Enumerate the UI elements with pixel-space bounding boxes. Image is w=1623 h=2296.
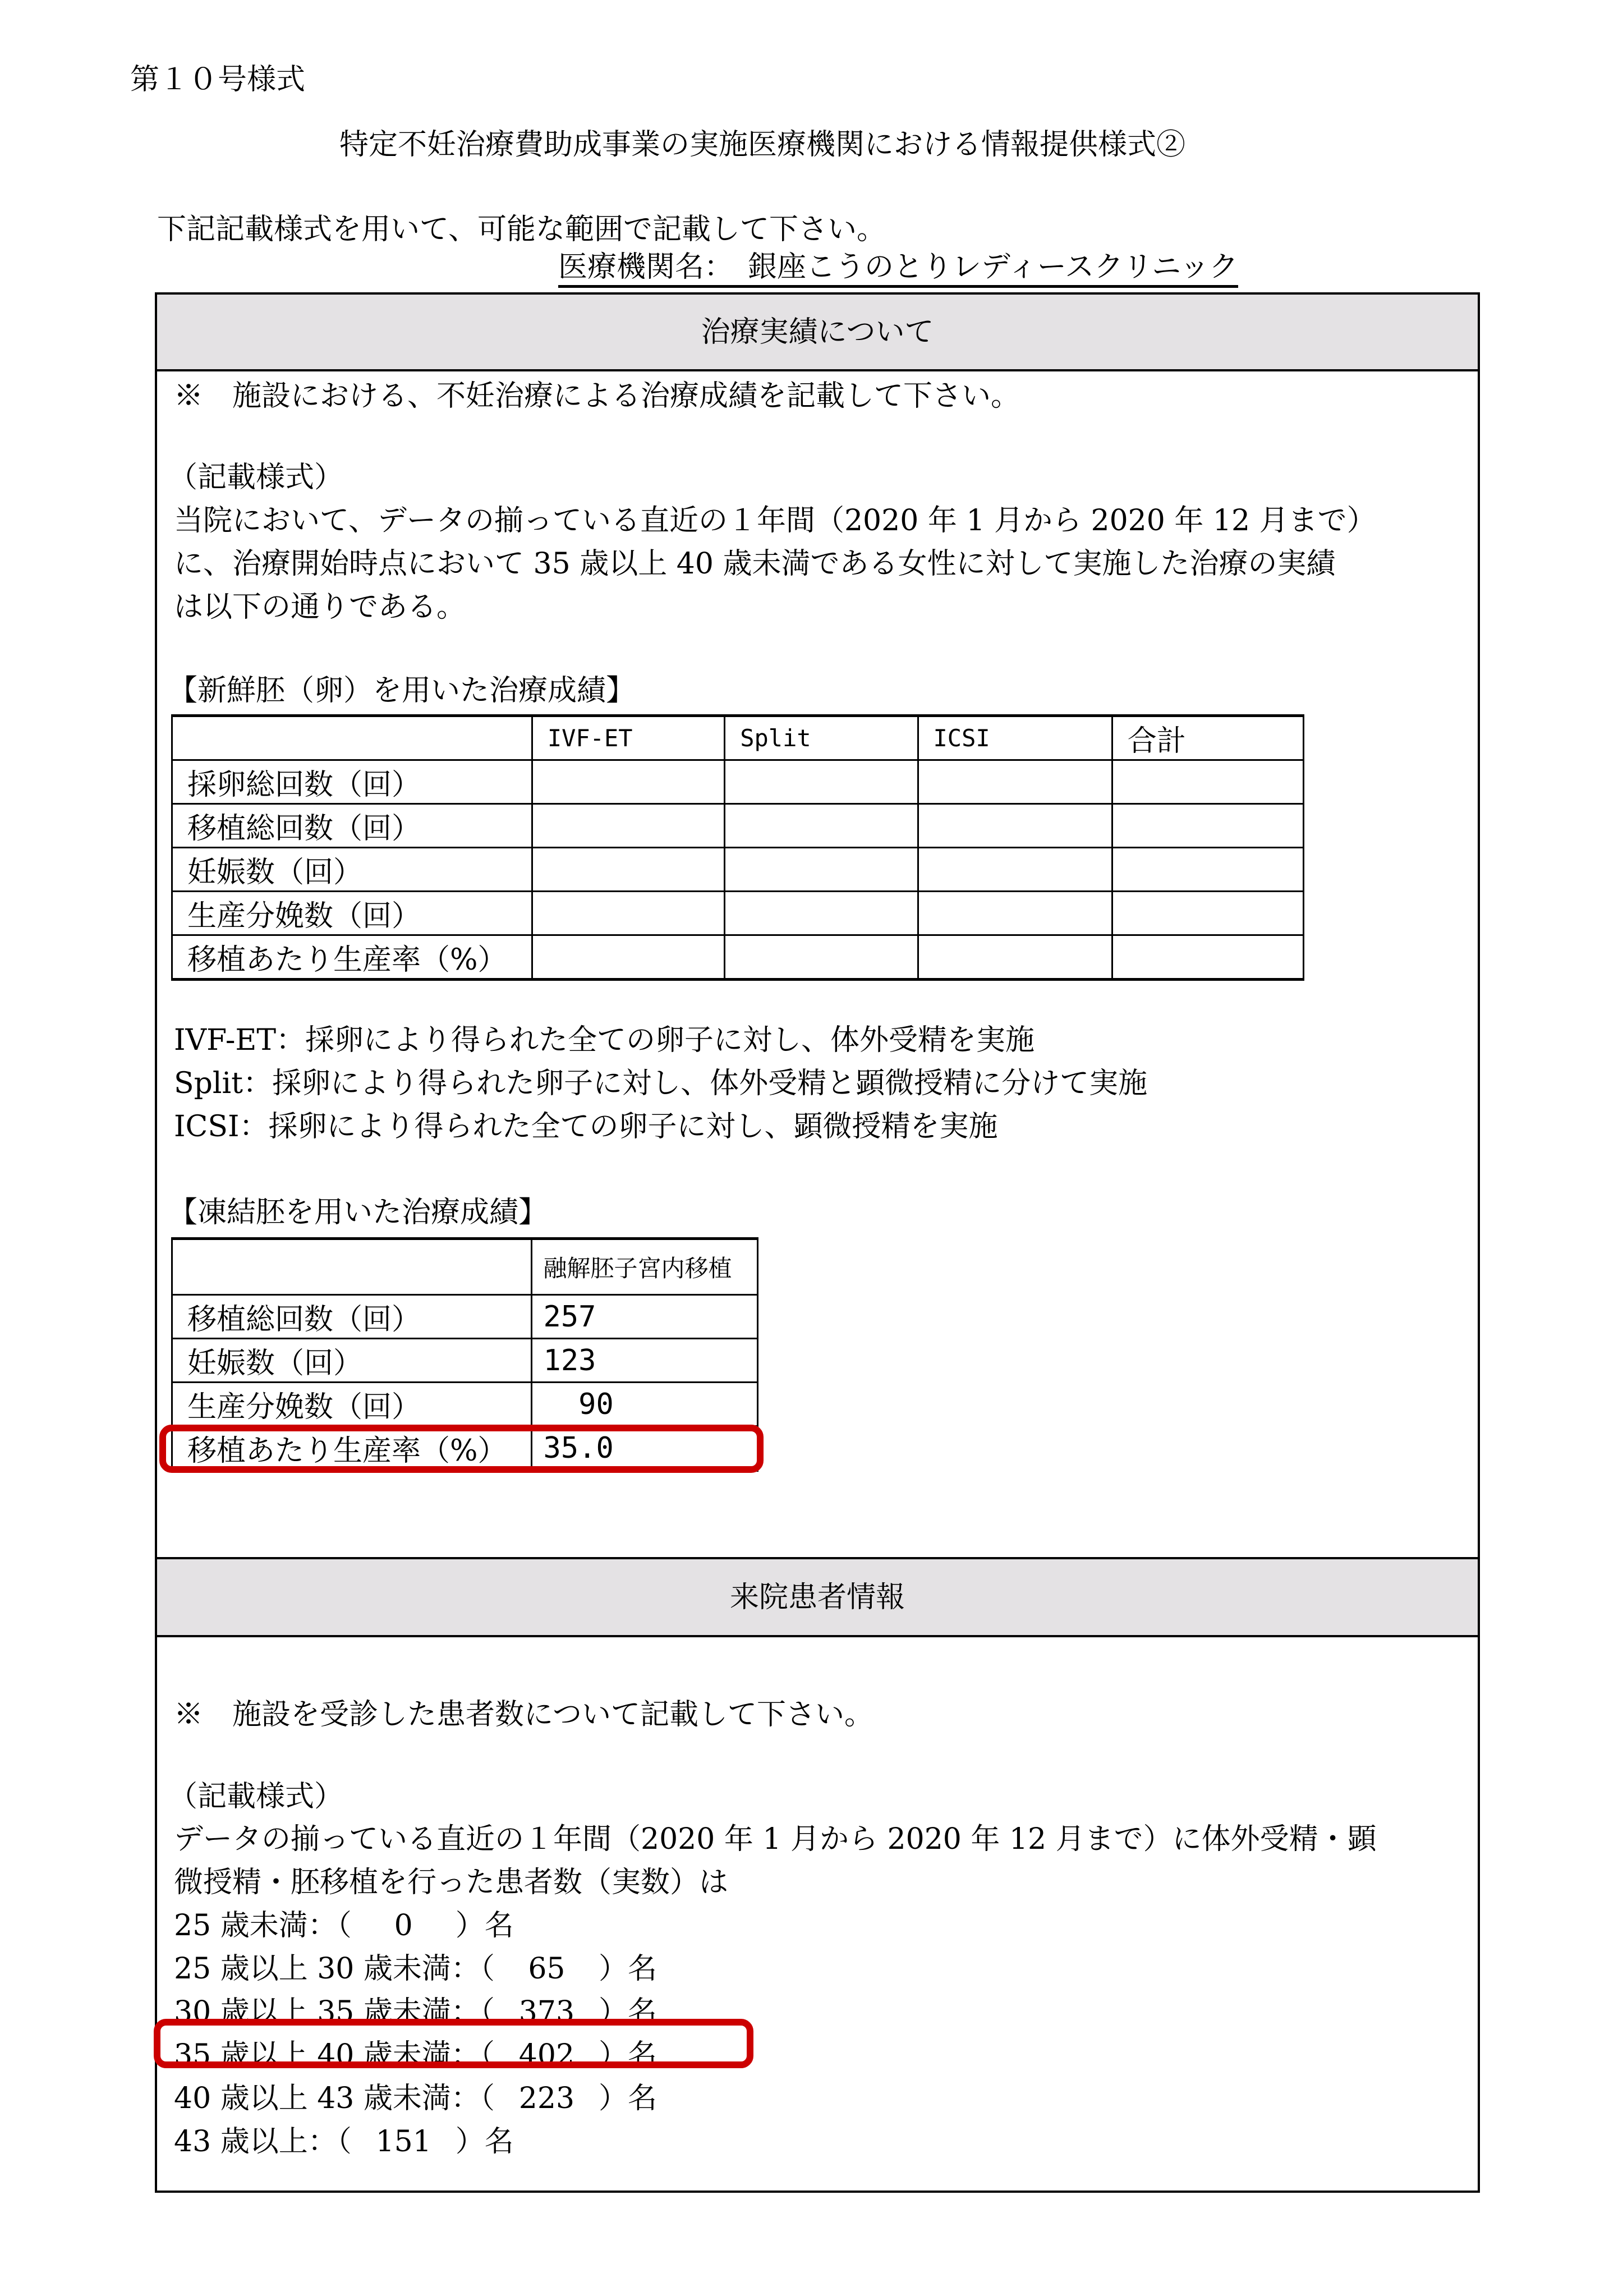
age-group-label: 25 歳未満：（: [174, 1909, 352, 1943]
row-label: 移植あたり生産率（%）: [172, 1426, 532, 1471]
table-header-row: [172, 1239, 758, 1295]
table-cell: [725, 848, 918, 892]
table-cell: [1112, 935, 1303, 980]
table-row: [172, 848, 1304, 892]
table-cell: [918, 892, 1112, 935]
row-label: 移植総回数（回）: [172, 804, 532, 848]
table-cell: [725, 935, 918, 980]
treatment-description-line-2: に、治療開始時点において 35 歳以上 40 歳未満である女性に対して実施した治療の実績: [174, 547, 1336, 581]
table-cell: [1112, 848, 1303, 892]
row-label: 採卵総回数（回）: [172, 760, 532, 804]
fresh-table-title: 【新鮮胚（卵）を用いた治療成績】: [168, 674, 636, 708]
treatment-description-line-1: 当院において、データの揃っている直近の１年間（2020 年 1 月から 2020 年 12 月まで）: [174, 504, 1376, 538]
table-cell: [532, 892, 724, 935]
table-cell: [1112, 892, 1303, 935]
table-header-row: [172, 716, 1304, 760]
table-cell: [918, 760, 1112, 804]
treatment-format-label: （記載様式）: [168, 461, 344, 494]
table-row: [172, 935, 1304, 980]
definition-icsi: ICSI：採卵により得られた全ての卵子に対し、顕微授精を実施: [174, 1110, 998, 1144]
intro-text: 下記記載様式を用いて、可能な範囲で記載して下さい。: [157, 213, 886, 246]
row-label: 妊娠数（回）: [172, 1339, 532, 1383]
treatment-description-line-3: は以下の通りである。: [174, 590, 466, 624]
age-group-suffix: ）名: [455, 2125, 514, 2159]
fresh-embryo-table: [171, 714, 1304, 981]
table-cell: [1112, 760, 1303, 804]
age-group-row: [174, 2125, 514, 2159]
age-group-count: 65: [528, 1952, 565, 1986]
table-cell: [532, 760, 724, 804]
table-header-cell: ICSI: [918, 716, 1112, 760]
row-label: 移植総回数（回）: [172, 1295, 532, 1339]
highlight-box-live-birth-rate: [159, 1425, 764, 1473]
patient-note: ※ 施設を受診した患者数について記載して下さい。: [174, 1698, 873, 1732]
table-row: [172, 804, 1304, 848]
institution-label: 医療機関名：: [558, 250, 719, 284]
table-row: [172, 1295, 758, 1339]
section-header-treatment: [157, 292, 1478, 371]
institution-name: 銀座こうのとりレディースクリニック: [748, 250, 1239, 284]
table-cell: 90: [531, 1383, 757, 1426]
table-cell: [1112, 804, 1303, 848]
age-group-suffix: ）名: [598, 1995, 657, 2029]
row-label: 妊娠数（回）: [172, 848, 532, 892]
table-cell: [918, 804, 1112, 848]
table-cell: [725, 760, 918, 804]
table-header-cell: 融解胚子宮内移植: [531, 1239, 757, 1295]
table-row: [172, 892, 1304, 935]
table-cell: [918, 935, 1112, 980]
age-group-count: 0: [394, 1909, 413, 1943]
table-header-cell: Split: [725, 716, 918, 760]
age-group-suffix: ）名: [455, 1909, 514, 1943]
age-group-row: [174, 2084, 657, 2113]
age-group-suffix: ）名: [598, 2082, 657, 2115]
table-cell: 257: [531, 1295, 757, 1339]
table-row: [172, 1339, 758, 1383]
table-cell: [725, 804, 918, 848]
age-group-label: 35 歳以上 40 歳未満：（: [174, 2038, 495, 2072]
table-cell: [918, 848, 1112, 892]
table-header-cell: IVF-ET: [532, 716, 724, 760]
age-group-row: [174, 1909, 514, 1943]
table-cell: 35.0: [531, 1426, 757, 1471]
row-label: 生産分娩数（回）: [172, 1383, 532, 1426]
age-group-label: 30 歳以上 35 歳未満：（: [174, 1995, 495, 2029]
patient-format-label: （記載様式）: [168, 1780, 344, 1813]
age-group-suffix: ）名: [598, 2038, 657, 2072]
patient-description-line-1: データの揃っている直近の１年間（2020 年 1 月から 2020 年 12 月まで）に体外受精・顕: [174, 1822, 1377, 1856]
age-group-count: 151: [375, 2125, 431, 2159]
table-row: [172, 760, 1304, 804]
age-group-label: 43 歳以上：（: [174, 2125, 352, 2159]
table-header-cell: [172, 716, 532, 760]
table-cell: [532, 935, 724, 980]
table-cell: 123: [531, 1339, 757, 1383]
age-group-label: 40 歳以上 43 歳未満：（: [174, 2082, 495, 2115]
section-header-treatment-label: 治療実績について: [701, 315, 934, 349]
age-group-count: 223: [518, 2082, 575, 2115]
section-header-patients-label: 来院患者情報: [729, 1580, 905, 1614]
form-box: [155, 292, 1480, 2193]
row-label: 生産分娩数（回）: [172, 892, 532, 935]
age-group-label: 25 歳以上 30 歳未満：（: [174, 1952, 495, 1986]
age-group-row: [174, 1952, 657, 1986]
frozen-table-title: 【凍結胚を用いた治療成績】: [168, 1196, 548, 1229]
row-label: 移植あたり生産率（%）: [172, 935, 532, 980]
definition-split: Split：採卵により得られた卵子に対し、体外受精と顕微授精に分けて実施: [174, 1067, 1148, 1100]
age-group-count: 373: [518, 1995, 575, 2029]
patient-description-line-2: 微授精・胚移植を行った患者数（実数）は: [174, 1866, 729, 1899]
table-cell: [725, 892, 918, 935]
table-header-cell: [172, 1239, 532, 1295]
document-title: 特定不妊治療費助成事業の実施医療機関における情報提供様式②: [339, 128, 1186, 162]
table-row: [172, 1383, 758, 1426]
table-cell: [532, 804, 724, 848]
age-group-count: 402: [518, 2038, 575, 2072]
definition-ivf-et: IVF-ET：採卵により得られた全ての卵子に対し、体外受精を実施: [174, 1023, 1035, 1057]
section-header-patients: [157, 1557, 1478, 1637]
age-group-suffix: ）名: [598, 1952, 657, 1986]
institution-name-line: [558, 252, 1238, 288]
table-header-cell: 合計: [1112, 716, 1303, 760]
highlight-box-age-35-40: [154, 2019, 753, 2072]
treatment-note: ※ 施設における、不妊治療による治療成績を記載して下さい。: [174, 379, 1020, 413]
table-cell: [532, 848, 724, 892]
form-number: 第１０号様式: [130, 63, 306, 97]
